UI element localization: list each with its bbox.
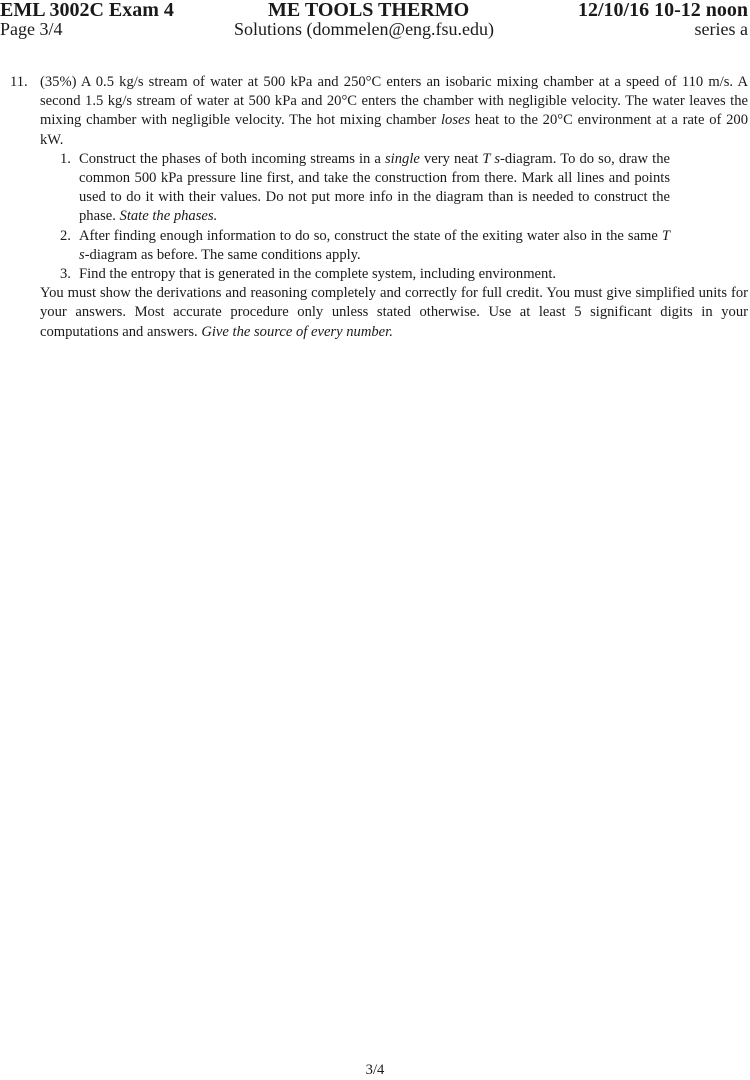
solutions-contact: Solutions (dommelen@eng.fsu.edu) [234, 19, 495, 39]
part-text: After finding enough information to do so, construct the state of the exiting water also in the same [79, 227, 662, 244]
part-emphasis: State the phases. [119, 208, 218, 225]
grading-instructions [40, 284, 748, 342]
part-text: -diagram. To do so, draw the common 500 kPa pressure line first, and take the construction from there. Mark all lines and points used to do it with their values. Do not put more info in the diagram than is needed to construct the phase. [79, 150, 671, 225]
page-label: Page 3/4 [0, 19, 63, 39]
part-text: Find the entropy that is generated in the complete system, including environment. [79, 266, 557, 283]
page-footer [0, 1061, 750, 1079]
problem-part-3 [40, 265, 670, 284]
statement-emphasis: loses [441, 112, 471, 129]
part-number: 2. [60, 227, 71, 244]
instructions-text: You must show the derivations and reasoning completely and correctly for full credit. You must give simplified units for your answers. Most accurate procedure only unless stated otherwise. Use at least 5 significant digits in your computations and answers. [40, 285, 748, 340]
problem-number: 11. [10, 74, 28, 90]
part-text: -diagram as before. The same conditions apply. [84, 246, 361, 263]
part-emphasis: T s [79, 227, 670, 263]
problem-part-1 [40, 150, 670, 227]
problem-statement [40, 73, 748, 150]
instructions-emphasis: Give the source of every number. [201, 323, 393, 340]
problem-11 [0, 73, 750, 342]
part-text: very neat [419, 150, 483, 167]
part-number: 3. [60, 266, 71, 283]
part-emphasis: single [385, 150, 420, 167]
problem-parts-list [40, 150, 670, 284]
part-text: Construct the phases of both incoming streams in a [79, 150, 385, 167]
part-number: 1. [60, 150, 71, 167]
statement-text-a: (35%) A 0.5 kg/s stream of water at 500 kPa and 250°C enters an isobaric mixing chamber at a speed of 110 m/s. A second 1.5 kg/s stream of water at 500 kPa and 20°C enters the chamber with negligible velocity. The water leaves the mixing chamber with negligible velocity. The hot mixing chamber [40, 74, 748, 129]
exam-series: series a [694, 19, 748, 39]
footer-page-number: 3/4 [365, 1062, 385, 1078]
exam-date: 12/10/16 10-12 noon [577, 0, 748, 21]
problem-part-2 [40, 227, 670, 265]
part-emphasis: T s [482, 150, 501, 167]
exam-title: ME TOOLS THERMO [268, 0, 470, 21]
page-header [0, 0, 750, 40]
course-title: EML 3002C Exam 4 [0, 0, 174, 21]
statement-text-b: heat to the 20°C environment at a rate of 200 kW. [40, 112, 748, 148]
